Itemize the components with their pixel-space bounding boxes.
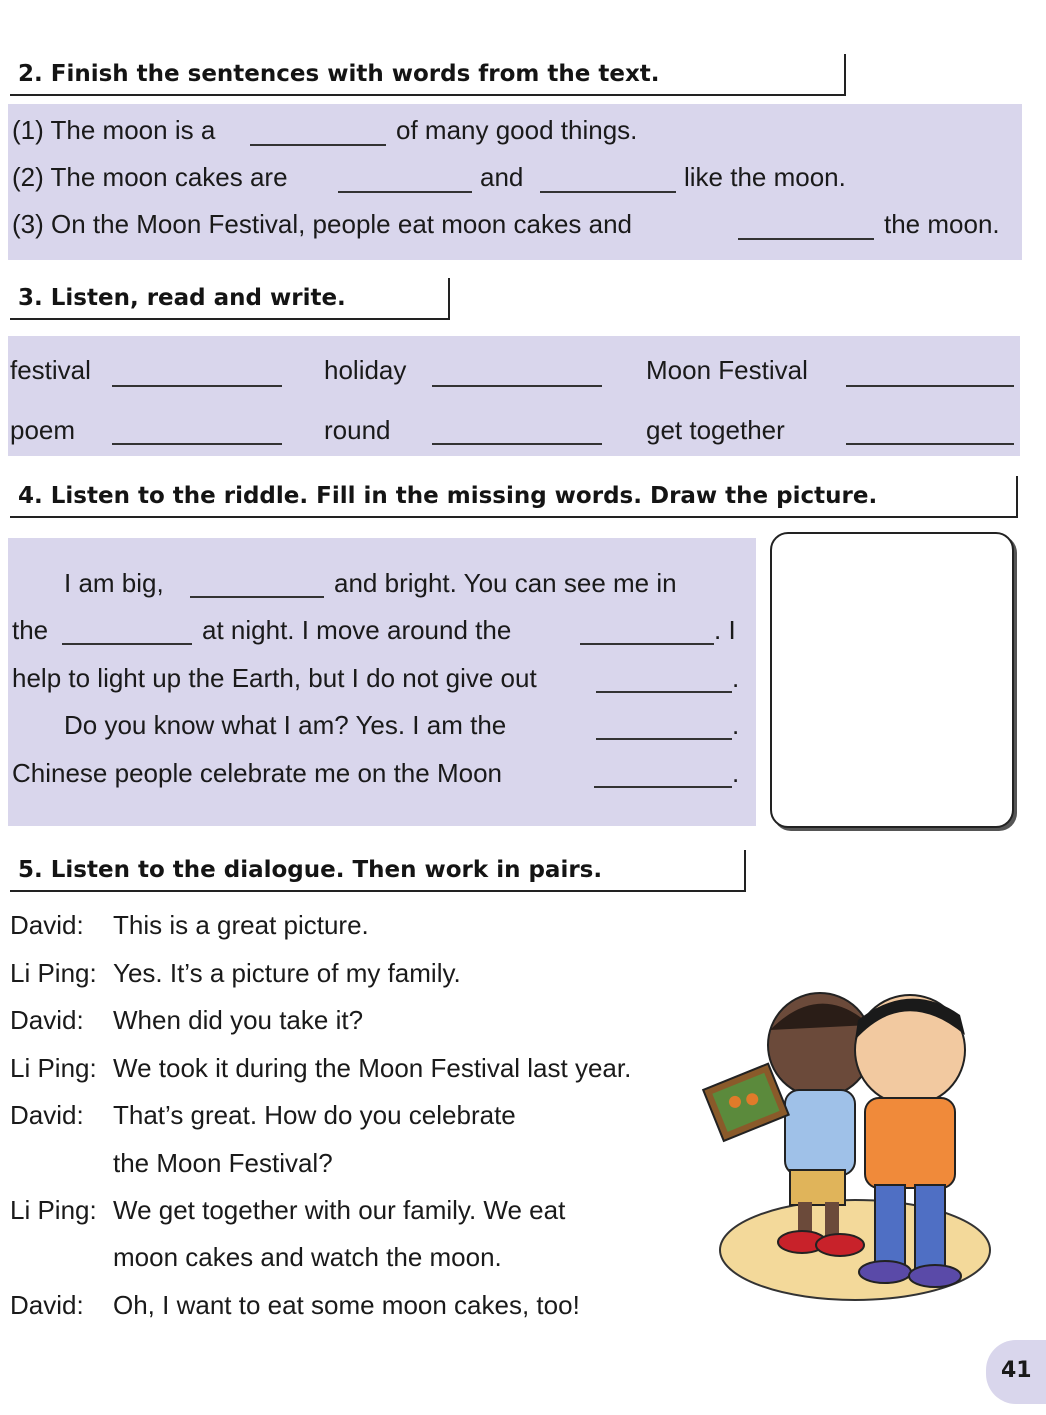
riddle-line-4-b: . (732, 710, 740, 740)
dialogue-speaker: David: (10, 910, 84, 940)
dialogue-line: We get together with our family. We eat (113, 1195, 566, 1225)
dialogue-speaker: David: (10, 1005, 84, 1035)
section-3-band (8, 336, 1020, 456)
blank-field[interactable] (580, 643, 714, 645)
riddle-line-3-a: help to light up the Earth, but I do not give out (12, 663, 537, 693)
riddle-line-5-a: Chinese people celebrate me on the Moon (12, 758, 502, 788)
blank-field[interactable] (432, 443, 602, 445)
riddle-line-5-b: . (732, 758, 740, 788)
sentence-2-part-c: like the moon. (684, 162, 846, 192)
riddle-line-2-c: . I (714, 615, 736, 645)
blank-field[interactable] (846, 443, 1014, 445)
blank-field[interactable] (596, 738, 732, 740)
sentence-2-part-b: and (480, 162, 524, 192)
riddle-line-4-a: Do you know what I am? Yes. I am the (64, 710, 507, 740)
blank-field[interactable] (432, 385, 602, 387)
sentence-1-part-b: of many good things. (396, 115, 638, 145)
sentence-2-part-a: (2) The moon cakes are (12, 162, 288, 192)
dialogue-speaker: Li Ping: (10, 1053, 97, 1083)
word-get-together: get together (646, 415, 785, 445)
word-moon-festival: Moon Festival (646, 355, 808, 385)
blank-field[interactable] (338, 191, 472, 193)
blank-field[interactable] (112, 385, 282, 387)
section-2-heading: 2. Finish the sentences with words from the text. (10, 54, 846, 96)
blank-field[interactable] (846, 385, 1014, 387)
section-4-heading: 4. Listen to the riddle. Fill in the missing words. Draw the picture. (10, 476, 1018, 518)
word-festival: festival (10, 355, 91, 385)
dialogue-line: We took it during the Moon Festival last year. (113, 1053, 632, 1083)
riddle-line-2-b: at night. I move around the (202, 615, 512, 645)
blank-field[interactable] (250, 144, 386, 146)
blank-field[interactable] (594, 786, 732, 788)
section-3-heading: 3. Listen, read and write. (10, 278, 450, 320)
riddle-line-3-b: . (732, 663, 740, 693)
dialogue-line: That’s great. How do you celebrate (113, 1100, 516, 1130)
dialogue-line: This is a great picture. (113, 910, 369, 940)
word-holiday: holiday (324, 355, 407, 385)
blank-field[interactable] (596, 691, 732, 693)
kids-photo-illustration (690, 980, 1010, 1310)
dialogue-line: moon cakes and watch the moon. (113, 1242, 502, 1272)
riddle-line-2-a: the (12, 615, 49, 645)
blank-field[interactable] (62, 643, 192, 645)
blank-field[interactable] (738, 238, 874, 240)
dialogue-speaker: David: (10, 1290, 84, 1320)
sentence-3-part-a: (3) On the Moon Festival, people eat moon cakes and (12, 209, 633, 239)
dialogue-line: Oh, I want to eat some moon cakes, too! (113, 1290, 580, 1320)
dialogue-speaker: David: (10, 1100, 84, 1130)
dialogue-line: Yes. It’s a picture of my family. (113, 958, 461, 988)
blank-field[interactable] (112, 443, 282, 445)
drawing-box[interactable] (770, 532, 1014, 828)
dialogue-line: When did you take it? (113, 1005, 364, 1035)
dialogue-speaker: Li Ping: (10, 958, 97, 988)
sentence-1-part-a: (1) The moon is a (12, 115, 216, 145)
section-5-heading: 5. Listen to the dialogue. Then work in pairs. (10, 850, 746, 892)
riddle-line-1-b: and bright. You can see me in (334, 568, 677, 598)
blank-field[interactable] (190, 596, 324, 598)
riddle-line-1-a: I am big, (64, 568, 164, 598)
word-round: round (324, 415, 391, 445)
page-number: 41 (1001, 1358, 1032, 1383)
word-poem: poem (10, 415, 76, 445)
dialogue-line: the Moon Festival? (113, 1148, 333, 1178)
blank-field[interactable] (540, 191, 676, 193)
sentence-3-part-b: the moon. (884, 209, 1000, 239)
dialogue-speaker: Li Ping: (10, 1195, 97, 1225)
